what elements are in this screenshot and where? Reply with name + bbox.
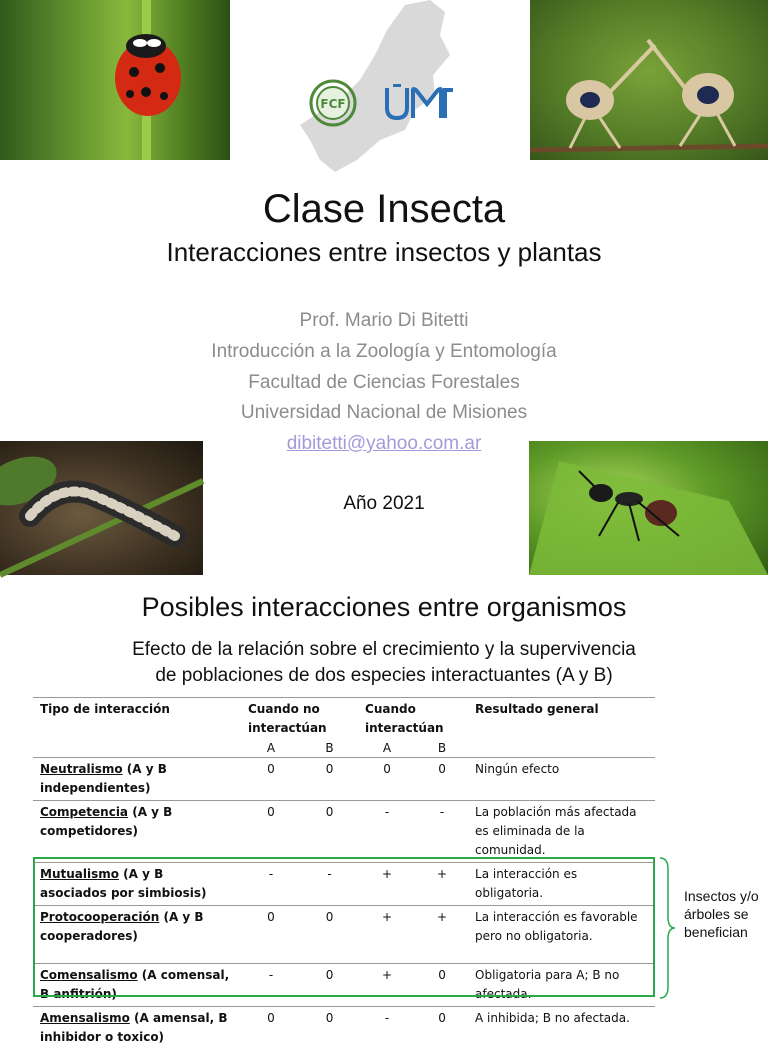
slide-title: Clase Insecta — [0, 187, 768, 232]
effect-not-interacting-a: 0 — [241, 1007, 301, 1049]
header-not-interacting: Cuando no interactúan — [241, 698, 358, 741]
interaction-name: Amensalismo — [40, 1011, 130, 1025]
effect-interacting-a: - — [358, 1007, 416, 1049]
effect-not-interacting-b: 0 — [301, 1007, 358, 1049]
right-brace-icon — [658, 857, 676, 999]
interaction-name: Protocooperación — [40, 910, 159, 924]
result-cell: A inhibida; B no afectada. — [468, 1007, 655, 1049]
effect-not-interacting-b: 0 — [301, 906, 358, 964]
effect-not-interacting-b: - — [301, 863, 358, 906]
subheader-a: A — [358, 740, 416, 758]
effect-not-interacting-b: 0 — [301, 801, 358, 863]
ant-photo — [529, 441, 768, 575]
effect-interacting-b: 0 — [416, 964, 468, 1007]
effect-not-interacting-b: 0 — [301, 758, 358, 801]
result-cell: La población más afectada es eliminada de la comunidad. — [468, 801, 655, 863]
effect-interacting-a: + — [358, 906, 416, 964]
ladybug-photo — [0, 0, 230, 160]
table-row — [33, 801, 655, 863]
effect-interacting-b: 0 — [416, 758, 468, 801]
result-cell: La interacción es favorable pero no obligatoria. — [468, 906, 655, 964]
effect-not-interacting-a: 0 — [241, 758, 301, 801]
effect-interacting-b: 0 — [416, 1007, 468, 1049]
course-name: Introducción a la Zoología y Entomología — [0, 341, 768, 363]
effect-not-interacting-a: 0 — [241, 906, 301, 964]
svg-text:FCF: FCF — [320, 97, 345, 111]
effect-interacting-a: + — [358, 964, 416, 1007]
header-result: Resultado general — [468, 698, 655, 741]
effect-interacting-a: - — [358, 801, 416, 863]
interactions-slide — [0, 582, 768, 1024]
interaction-type-cell — [33, 801, 241, 863]
effect-not-interacting-a: - — [241, 964, 301, 1007]
subheader-a: A — [241, 740, 301, 758]
header-type: Tipo de interacción — [33, 698, 241, 741]
effect-interacting-a: 0 — [358, 758, 416, 801]
table-header-row — [33, 698, 655, 741]
interaction-description: (A y B cooperadores) — [40, 910, 204, 943]
subheader-b: B — [416, 740, 468, 758]
interaction-type-cell — [33, 1007, 241, 1049]
effect-interacting-b: - — [416, 801, 468, 863]
slide-subtitle-line1: Efecto de la relación sobre el crecimiento y la supervivencia — [0, 639, 768, 661]
result-cell: Ningún efecto — [468, 758, 655, 801]
interaction-name: Mutualismo — [40, 867, 119, 881]
interaction-description: (A amensal, B inhibidor o toxico) — [40, 1011, 228, 1044]
table-row — [33, 1007, 655, 1049]
interaction-name: Comensalismo — [40, 968, 138, 982]
unam-logo — [383, 84, 457, 122]
effect-not-interacting-a: - — [241, 863, 301, 906]
interaction-description: (A comensal, B anfitrión) — [40, 968, 229, 1001]
university-name: Universidad Nacional de Misiones — [0, 402, 768, 424]
effect-not-interacting-b: 0 — [301, 964, 358, 1007]
slide-title: Posibles interacciones entre organismos — [0, 592, 768, 623]
subheader-b: B — [301, 740, 358, 758]
email-link[interactable]: dibitetti@yahoo.com.ar — [287, 433, 482, 454]
result-cell: La interacción es obligatoria. — [468, 863, 655, 906]
interaction-name: Neutralismo — [40, 762, 123, 776]
result-cell: Obligatoria para A; B no afectada. — [468, 964, 655, 1007]
author-name: Prof. Mario Di Bitetti — [0, 310, 768, 332]
interaction-name: Competencia — [40, 805, 128, 819]
brace-label: Insectos y/o árboles se benefician — [684, 887, 768, 941]
year-label: Año 2021 — [0, 493, 768, 515]
mantis-photo — [530, 0, 768, 160]
effect-interacting-a: + — [358, 863, 416, 906]
interaction-description: (A y B asociados por simbiosis) — [40, 867, 206, 900]
effect-not-interacting-a: 0 — [241, 801, 301, 863]
table-subheader-row — [33, 740, 655, 758]
interaction-type-cell — [33, 758, 241, 801]
fcf-logo — [309, 79, 357, 127]
slide-subtitle-line2: de poblaciones de dos especies interactuantes (A y B) — [0, 665, 768, 687]
table-row — [33, 758, 655, 801]
header-interacting: Cuando interactúan — [358, 698, 468, 741]
slide-subtitle: Interacciones entre insectos y plantas — [0, 237, 768, 268]
highlight-box — [33, 857, 655, 997]
effect-interacting-b: + — [416, 863, 468, 906]
effect-interacting-b: + — [416, 906, 468, 964]
interaction-description: (A y B competidores) — [40, 805, 172, 838]
faculty-name: Facultad de Ciencias Forestales — [0, 372, 768, 394]
interaction-description: (A y B independientes) — [40, 762, 167, 795]
